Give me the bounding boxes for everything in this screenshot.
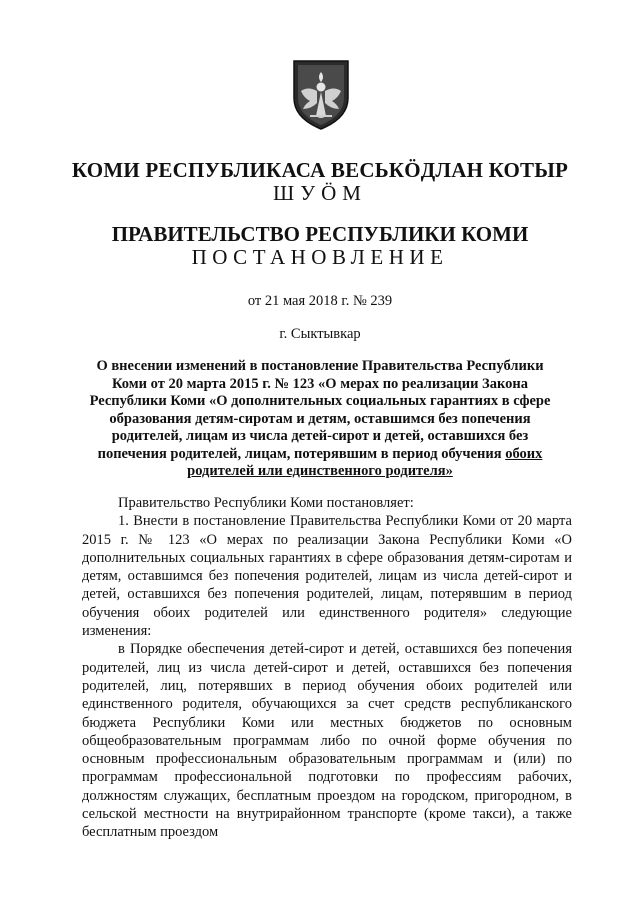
document-title [88,358,552,481]
date-and-number: от 21 мая 2018 г. № 239 [247,293,393,309]
body-paragraph: в Порядке обеспечения детей-сирот и детей, оставшихся без попечения родителей, лиц из числа детей-сирот и детей, оставшихся без попечения родителей, лиц, потерявших в период обучения обоих родителей или единственного родителя, обучающихся за счет средств республиканского бюджета Республики Коми или местных бюджетов по основным общеобразовательным программам либо по очной форме обучения по основным профессиональным образовательным программам и (или) по программам профессиональной подготовки по профессиям рабочих, должностям служащих, бесплатным проездом на городском, пригородном, в сельской местности на внутрирайонном транспорте (кроме такси), а также бесплатным проездом [82,641,572,841]
komi-coat-of-arms-icon [290,58,352,132]
document-title-underlined: обоих родителей или единственного родителя» [187,445,543,479]
document-body [82,494,572,842]
komi-document-type: ШУӦМ [273,181,367,205]
document-type: ПОСТАНОВЛЕНИЕ [191,245,449,269]
document-title-main: О внесении изменений в постановление Правительства Республики Коми от 20 марта 2015 г. № 123 «О мерах по реализации Закона Республики Коми «О дополнительных социальных гарантиях в сфере образования детям-сиротам и детям, оставшимся без попечения родителей, лицам из числа детей-сирот и детей, оставшихся без попечения родителей, лицам, потерявшим в период обучения [89,358,551,462]
government-name: ПРАВИТЕЛЬСТВО РЕСПУБЛИКИ КОМИ [111,222,529,246]
body-paragraph: Правительство Республики Коми постановляет: [118,495,414,511]
city: г. Сыктывкар [279,326,361,342]
komi-government-name: КОМИ РЕСПУБЛИКАСА ВЕСЬКӦДЛАН КОТЫР [71,158,569,182]
body-paragraph: 1. Внести в постановление Правительства Республики Коми от 20 марта 2015 г. № 123 «О мерах по реализации Закона Республики Коми «О дополнительных социальных гарантиях в сфере образования детям-сиротам и детям, оставшимся без попечения родителей, лицам из числа детей-сирот и детей, оставшихся без попечения родителей, лицам, потерявшим в период обучения обоих родителей или единственного родителя» следующие изменения: [82,513,572,640]
